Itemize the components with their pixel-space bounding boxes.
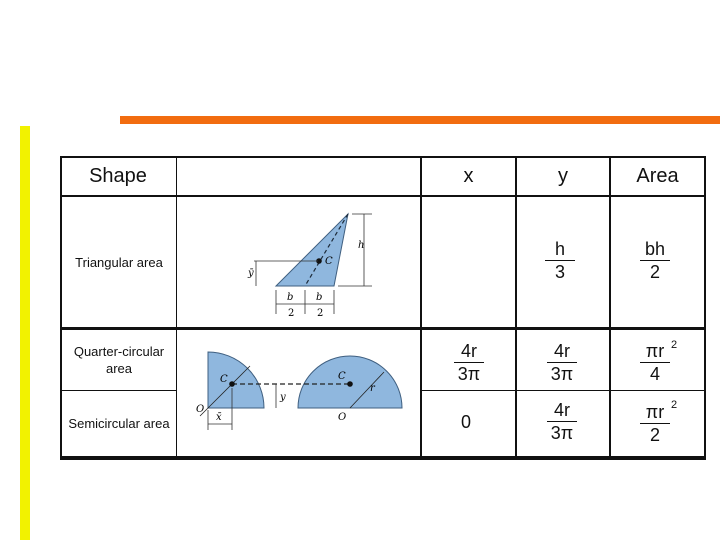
radius-label: r: [370, 383, 375, 394]
b-half-num: b: [287, 292, 294, 303]
row-label-triangular: Triangular area: [75, 254, 163, 270]
table-value-divider: [420, 390, 706, 391]
table-col-line: [609, 156, 611, 460]
header-area: Area: [636, 165, 679, 187]
triangular-y-fraction: [545, 239, 575, 282]
semi-area-den: 2: [649, 425, 660, 445]
b-half-den: 2: [288, 308, 295, 319]
semi-area-exponent: 2: [671, 399, 678, 411]
semi-area-fraction: [640, 402, 670, 445]
quarter-y-num: 4r: [553, 341, 570, 361]
table-col-line: [176, 156, 177, 460]
semicircle-origin-label: O: [338, 412, 347, 423]
quarter-x-fraction: [454, 341, 484, 384]
row-label-quarter-circular: Quarter-circular area: [73, 344, 165, 376]
triangular-area-den: 2: [649, 262, 660, 282]
left-accent-bar: [20, 126, 30, 540]
y-label: y: [280, 392, 286, 403]
semi-y-num: 4r: [553, 400, 570, 420]
top-accent-bar: [120, 116, 720, 124]
triangular-y-num: h: [554, 239, 565, 259]
semi-area-num: πr: [645, 402, 665, 422]
quarter-x-den: 3π: [457, 364, 481, 384]
xbar-label: x̄: [216, 412, 222, 423]
header-y: y: [558, 165, 568, 187]
quarter-centroid: [229, 381, 235, 387]
quarter-centroid-label: C: [220, 374, 228, 385]
triangular-y-den: 3: [554, 262, 565, 282]
circular-areas-figure: [194, 344, 418, 434]
quarter-area-den: 4: [649, 364, 660, 384]
triangular-area-num: bh: [644, 239, 666, 259]
ybar-label: ȳ: [248, 268, 254, 279]
b-half-num: b: [316, 292, 323, 303]
quarter-y-fraction: [547, 341, 577, 384]
quarter-y-den: 3π: [550, 364, 574, 384]
quarter-area-exponent: 2: [671, 339, 678, 351]
table-col-line: [420, 156, 422, 460]
triangle-figure: [230, 206, 420, 324]
quarter-area-num: πr: [645, 341, 665, 361]
b-half-den: 2: [317, 308, 324, 319]
header-x: x: [463, 165, 474, 187]
table-col-line: [515, 156, 517, 460]
semi-y-den: 3π: [550, 423, 574, 443]
h-label: h: [358, 240, 365, 251]
semicircular-x-value: 0: [460, 411, 471, 432]
header-shape: Shape: [89, 165, 147, 187]
table-col-line: [60, 156, 62, 460]
centroid-table: [60, 156, 706, 460]
semi-y-fraction: [547, 400, 577, 443]
semicircle-centroid: [347, 381, 353, 387]
triangular-area-fraction: [640, 239, 670, 282]
quarter-x-num: 4r: [460, 341, 477, 361]
table-col-line: [704, 156, 706, 460]
quarter-origin-label: O: [196, 404, 205, 415]
triangle-centroid-label: C: [325, 256, 333, 267]
semicircle-centroid-label: C: [338, 371, 346, 382]
quarter-area-fraction: [640, 341, 670, 384]
row-label-semicircular: Semicircular area: [68, 416, 170, 431]
